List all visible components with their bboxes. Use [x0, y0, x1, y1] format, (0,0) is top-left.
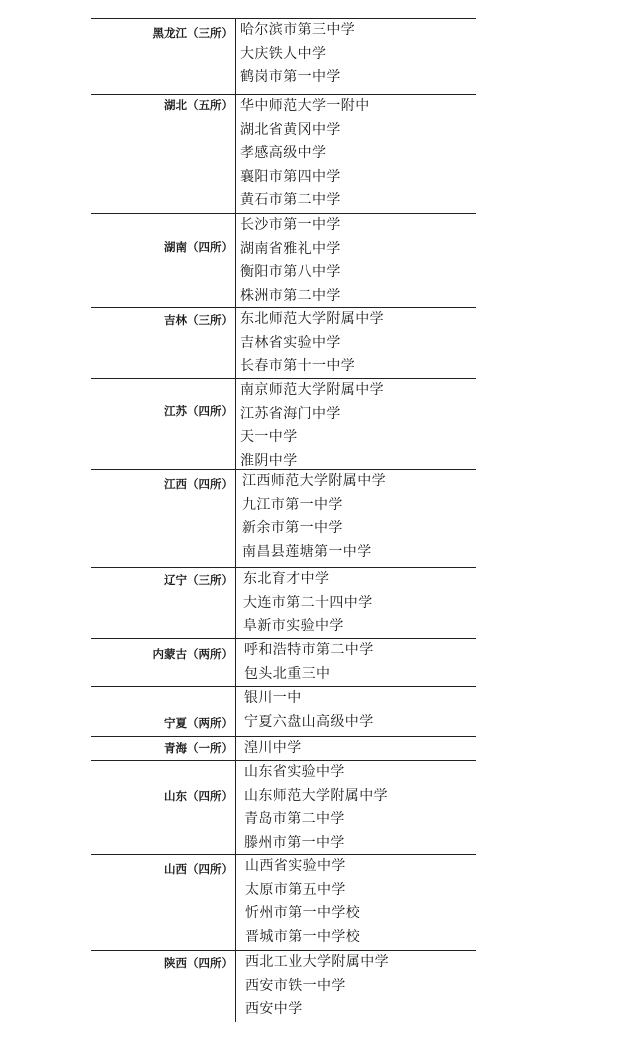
- school-name: 滕州市第一中学: [244, 834, 345, 851]
- school-name: 湟川中学: [244, 740, 302, 756]
- row-divider: [91, 736, 476, 737]
- row-divider: [91, 567, 476, 568]
- school-name: 襄阳市第四中学: [240, 168, 341, 185]
- row-divider: [91, 854, 476, 855]
- school-name: 江西师范大学附属中学: [242, 473, 386, 489]
- province-label: 辽宁（三所）: [164, 573, 233, 587]
- province-label: 湖南（四所）: [164, 240, 233, 254]
- school-name: 忻州市第一中学校: [245, 905, 361, 921]
- school-name: 长春市第十一中学: [240, 358, 356, 374]
- school-name: 湖北省黄冈中学: [240, 121, 341, 138]
- school-name: 太原市第五中学: [245, 881, 346, 898]
- school-name: 呼和浩特市第二中学: [244, 642, 374, 658]
- school-name: 长沙市第一中学: [240, 217, 341, 233]
- school-name: 西安市铁一中学: [245, 977, 346, 994]
- school-name: 华中师范大学一附中: [240, 98, 370, 114]
- province-label: 陕西（四所）: [164, 956, 233, 970]
- school-name: 山西省实验中学: [245, 858, 346, 874]
- province-label: 黑龙江（三所）: [152, 26, 233, 40]
- school-name: 江苏省海门中学: [240, 405, 341, 422]
- school-name: 山东师范大学附属中学: [244, 787, 388, 804]
- school-name: 哈尔滨市第三中学: [240, 22, 356, 38]
- school-name: 天一中学: [240, 429, 298, 445]
- province-label: 吉林（三所）: [164, 313, 233, 327]
- school-name: 新余市第一中学: [242, 520, 343, 536]
- row-divider: [91, 760, 476, 761]
- row-divider: [91, 638, 476, 639]
- school-name: 吉林省实验中学: [240, 334, 341, 351]
- school-name: 大连市第二十四中学: [243, 594, 373, 611]
- school-name: 淮阴中学: [240, 452, 298, 469]
- school-name: 黄石市第二中学: [240, 192, 341, 208]
- school-name: 九江市第一中学: [242, 496, 343, 513]
- province-label: 山东（四所）: [164, 789, 233, 803]
- school-name: 阜新市实验中学: [243, 618, 344, 634]
- row-divider: [91, 378, 476, 379]
- row-divider: [91, 94, 476, 95]
- school-name: 包头北重三中: [244, 665, 331, 682]
- row-divider: [91, 307, 476, 308]
- school-name: 孝感高级中学: [240, 145, 327, 161]
- column-divider: [235, 18, 236, 1022]
- row-divider: [91, 686, 476, 687]
- table-top-border: [91, 18, 476, 19]
- province-label: 青海（一所）: [164, 741, 233, 755]
- province-label: 湖北（五所）: [164, 98, 233, 112]
- school-name: 山东省实验中学: [244, 764, 345, 780]
- province-label: 江苏（四所）: [164, 404, 233, 418]
- row-divider: [91, 950, 476, 951]
- province-label: 山西（四所）: [164, 862, 233, 876]
- province-label: 江西（四所）: [164, 477, 233, 491]
- school-name: 南京师范大学附属中学: [240, 382, 384, 398]
- school-name: 鹤岗市第一中学: [240, 69, 341, 85]
- province-label: 宁夏（两所）: [164, 716, 233, 730]
- row-divider: [91, 213, 476, 214]
- school-name: 银川一中: [244, 690, 302, 706]
- province-label: 内蒙古（两所）: [152, 647, 233, 661]
- school-name: 湖南省雅礼中学: [240, 240, 341, 257]
- school-name: 西安中学: [245, 1001, 303, 1017]
- school-name: 株洲市第二中学: [240, 287, 341, 304]
- school-name: 东北师范大学附属中学: [240, 311, 384, 327]
- school-name: 晋城市第一中学校: [245, 928, 361, 945]
- school-name: 南昌县莲塘第一中学: [242, 543, 372, 560]
- school-name: 青岛市第二中学: [244, 811, 345, 827]
- school-name: 西北工业大学附属中学: [245, 954, 389, 970]
- school-name: 衡阳市第八中学: [240, 264, 341, 280]
- school-name: 宁夏六盘山高级中学: [244, 713, 374, 730]
- school-name: 大庆铁人中学: [240, 45, 327, 62]
- school-name: 东北育才中学: [243, 571, 330, 587]
